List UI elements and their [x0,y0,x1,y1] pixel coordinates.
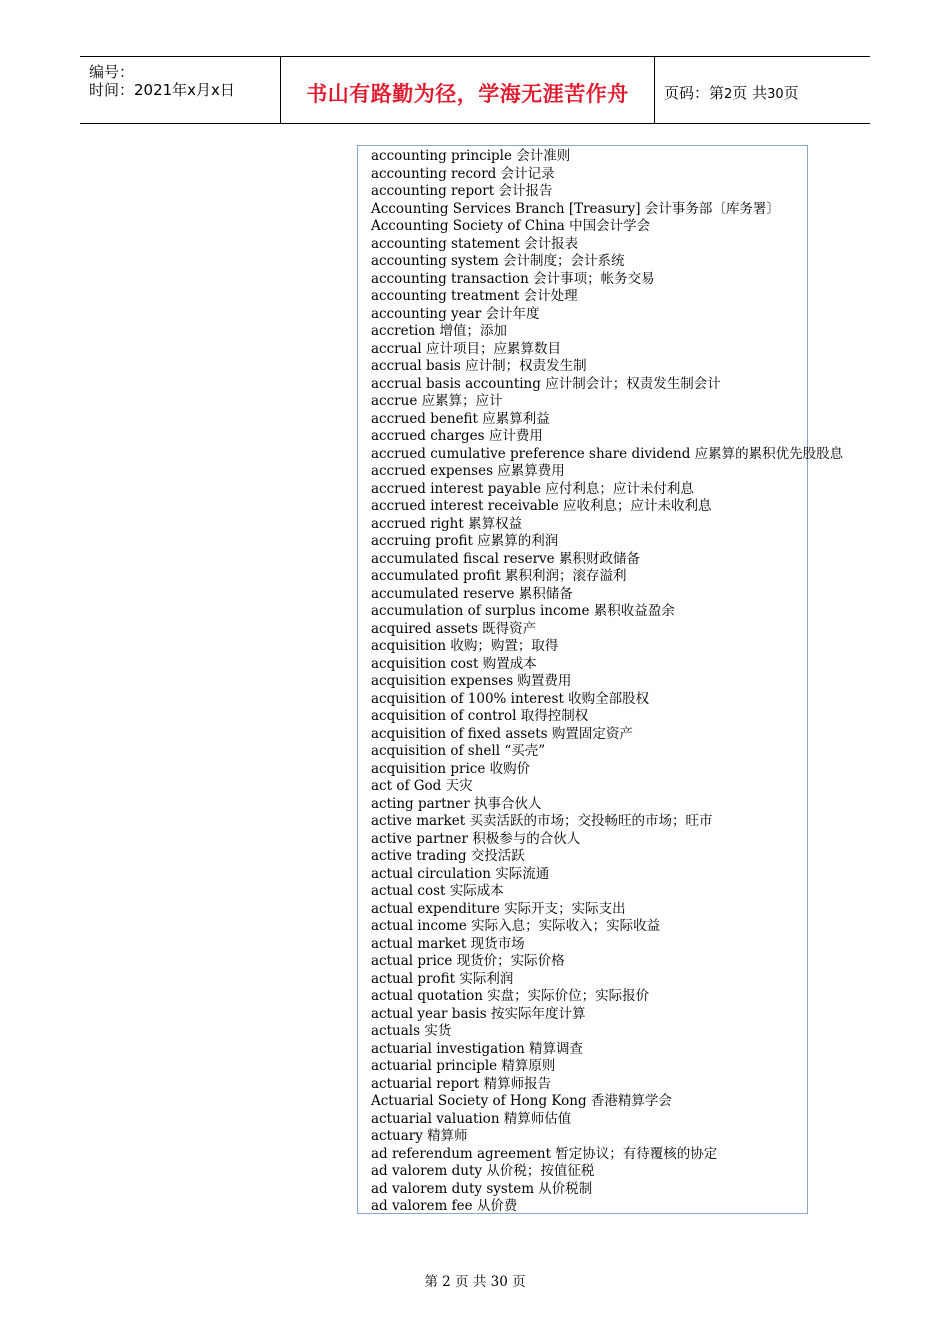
glossary-entry: actual market 现货市场 [371,935,525,952]
glossary-entry: actuals 实货 [371,1023,452,1039]
number-label: 编号： [89,63,135,81]
glossary-entry: Accounting Services Branch [Treasury] 会计事务部〔库务署〕 [371,200,780,217]
glossary-entry: act of God 天灾 [371,778,473,794]
glossary-entry: accounting treatment 会计处理 [371,288,578,304]
glossary-box [357,145,844,1214]
page-total: 30 [767,87,784,102]
glossary-entry: acquisition of 100% interest 收购全部股权 [371,690,650,707]
glossary-entry: accretion 增值；添加 [371,323,507,339]
glossary-entry: accrual basis 应计制；权责发生制 [371,358,587,374]
glossary-entry: actuarial valuation 精算师估值 [371,1110,572,1127]
header-motto-cell [281,57,655,123]
glossary-entry: accruing profit 应累算的利润 [371,533,559,549]
page-header [80,56,870,124]
glossary-entry: actual year basis 按实际年度计算 [371,1005,586,1022]
glossary-entry: accrued interest receivable 应收利息；应计未收利息 [371,498,712,514]
page-end: 页 [783,84,799,102]
glossary-entry: ad referendum agreement 暂定协议；有待覆核的协定 [371,1145,718,1162]
page-mid: 页 共 [732,84,768,102]
glossary-entry: active market 买卖活跃的市场；交投畅旺的市场；旺市 [371,813,713,829]
glossary-entry: acquisition of control 取得控制权 [371,708,589,724]
glossary-entry: actuary 精算师 [371,1128,468,1144]
glossary-entry: accrual basis accounting 应计制会计；权责发生制会计 [371,375,721,392]
glossary-entry: acquisition cost 购置成本 [371,655,537,672]
glossary-entry: accrued benefit 应累算利益 [371,410,550,427]
glossary-entry: accounting system 会计制度；会计系统 [371,253,625,269]
glossary-entry: acquired assets 既得资产 [371,620,537,637]
glossary-entry: actuarial investigation 精算调查 [371,1040,584,1057]
glossary-entry: ad valorem duty system 从价税制 [371,1180,593,1197]
glossary-entry: accounting report 会计报告 [371,183,553,199]
glossary-entry: actual profit 实际利润 [371,970,514,987]
glossary-entry: accounting year 会计年度 [371,305,540,322]
glossary-entry: actual circulation 实际流通 [371,865,550,882]
glossary-entry: Actuarial Society of Hong Kong 香港精算学会 [371,1093,672,1109]
glossary-entry: accrue 应累算；应计 [371,393,503,409]
header-page-cell [655,57,870,123]
glossary-entry: accrued expenses 应累算费用 [371,463,565,479]
page-current: 2 [724,87,733,102]
glossary-entry: acquisition of shell “买壳” [371,743,546,759]
glossary-entry: actuarial principle 精算原则 [371,1058,556,1074]
glossary-entry: actual quotation 实盘；实际价位；实际报价 [371,988,650,1004]
glossary-entry: accrued right 累算权益 [371,515,523,532]
page-indicator [664,82,799,103]
glossary-list [371,148,844,1216]
glossary-entry: actual cost 实际成本 [371,883,504,899]
glossary-entry: accrued interest payable 应付利息；应计未付利息 [371,480,694,497]
glossary-entry: acquisition of fixed assets 购置固定资产 [371,725,633,742]
glossary-entry: accrued cumulative preference share dividend 应累算的累积优先股股息 [371,445,844,462]
motto: 书山有路勤为径，学海无涯苦作舟 [306,82,629,106]
glossary-entry: accrual 应计项目；应累算数目 [371,340,561,357]
glossary-entry: acting partner 执事合伙人 [371,795,542,812]
time-label: 时间：2021年x月x日 [89,81,235,99]
glossary-entry: actual expenditure 实际开支；实际支出 [371,900,626,917]
glossary-entry: Accounting Society of China 中国会计学会 [371,218,651,234]
glossary-entry: accumulated fiscal reserve 累积财政储备 [371,550,640,567]
glossary-entry: acquisition price 收购价 [371,760,531,777]
glossary-entry: accumulation of surplus income 累积收益盈余 [371,603,675,619]
glossary-entry: accounting record 会计记录 [371,165,555,182]
glossary-entry: accumulated reserve 累积储备 [371,585,573,602]
glossary-entry: active trading 交投活跃 [371,848,525,864]
glossary-entry: accounting principle 会计准则 [371,148,571,164]
glossary-entry: acquisition expenses 购置费用 [371,673,572,689]
page-footer: 第 2 页 共 30 页 [424,1274,526,1290]
glossary-entry: ad valorem fee 从价费 [371,1198,518,1214]
glossary-entry: accounting transaction 会计事项；帐务交易 [371,270,655,287]
glossary-entry: actual income 实际入息；实际收入；实际收益 [371,918,661,934]
glossary-entry: ad valorem duty 从价税；按值征税 [371,1163,595,1179]
glossary-entry: acquisition 收购；购置；取得 [371,638,559,654]
header-info-cell [80,57,281,123]
page-label: 页码：第 [664,84,725,102]
glossary-entry: actuarial report 精算师报告 [371,1075,552,1092]
glossary-entry: accrued charges 应计费用 [371,428,543,444]
glossary-entry: actual price 现货价；实际价格 [371,953,565,969]
glossary-entry: active partner 积极参与的合伙人 [371,830,581,847]
glossary-entry: accounting statement 会计报表 [371,235,579,252]
glossary-entry: accumulated profit 累积利润；滚存溢利 [371,568,627,584]
